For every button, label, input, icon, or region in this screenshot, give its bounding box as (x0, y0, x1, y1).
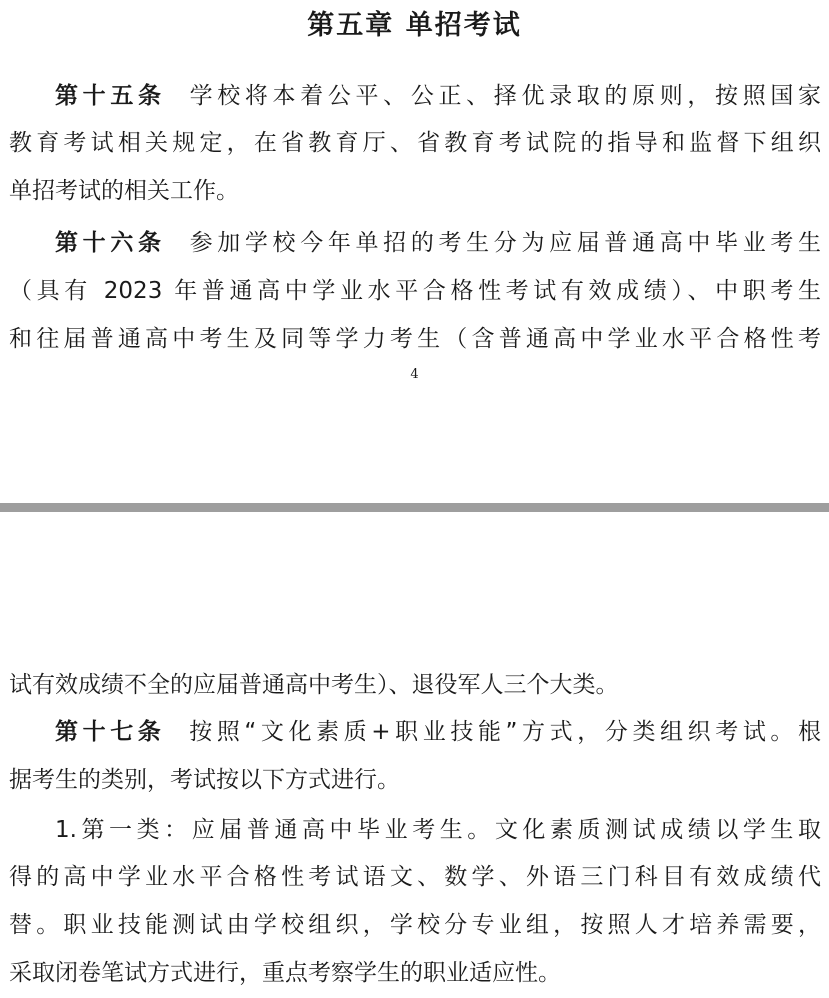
page-divider (0, 503, 829, 512)
article-15-heading: 第十五条 (55, 83, 166, 109)
article-17-text-1: 按照“文化素质+职业技能”方式，分类组织考试。根 (189, 719, 822, 745)
article-15-line-2: 教育考试相关规定，在省教育厅、省教育考试院的指导和监督下组织 (9, 130, 821, 156)
item-1-line-1: 1.第一类：应届普通高中毕业考生。文化素质测试成绩以学生取 (55, 817, 821, 843)
article-16-line-2: （具有 2023 年普通高中学业水平合格性考试有效成绩）、中职考生 (9, 278, 821, 304)
document-page-5 (0, 514, 829, 998)
item-1-line-2: 得的高中学业水平合格性考试语文、数学、外语三门科目有效成绩代 (9, 864, 821, 890)
article-16-line-1 (9, 227, 821, 259)
article-15-text-1: 学校将本着公平、公正、择优录取的原则，按照国家 (189, 83, 821, 109)
item-1-line-3: 替。职业技能测试由学校组织，学校分专业组，按照人才培养需要， (9, 912, 821, 938)
item-1-line-4: 采取闭卷笔试方式进行，重点考察学生的职业适应性。 (9, 960, 561, 986)
article-15-line-1 (9, 80, 821, 112)
article-17-line-1 (9, 716, 821, 748)
article-15-line-3: 单招考试的相关工作。 (9, 178, 239, 204)
article-17-heading: 第十七条 (55, 719, 166, 745)
article-17-line-2: 据考生的类别，考试按以下方式进行。 (9, 767, 400, 793)
page-number: 4 (410, 367, 419, 382)
article-16-heading: 第十六条 (55, 230, 166, 256)
article-16-line-4: 试有效成绩不全的应届普通高中考生）、退役军人三个大类。 (9, 672, 619, 698)
chapter-title: 第五章 单招考试 (307, 10, 522, 41)
article-16-line-3: 和往届普通高中考生及同等学力考生（含普通高中学业水平合格性考 (9, 326, 821, 352)
article-16-text-1: 参加学校今年单招的考生分为应届普通高中毕业考生 (189, 230, 821, 256)
